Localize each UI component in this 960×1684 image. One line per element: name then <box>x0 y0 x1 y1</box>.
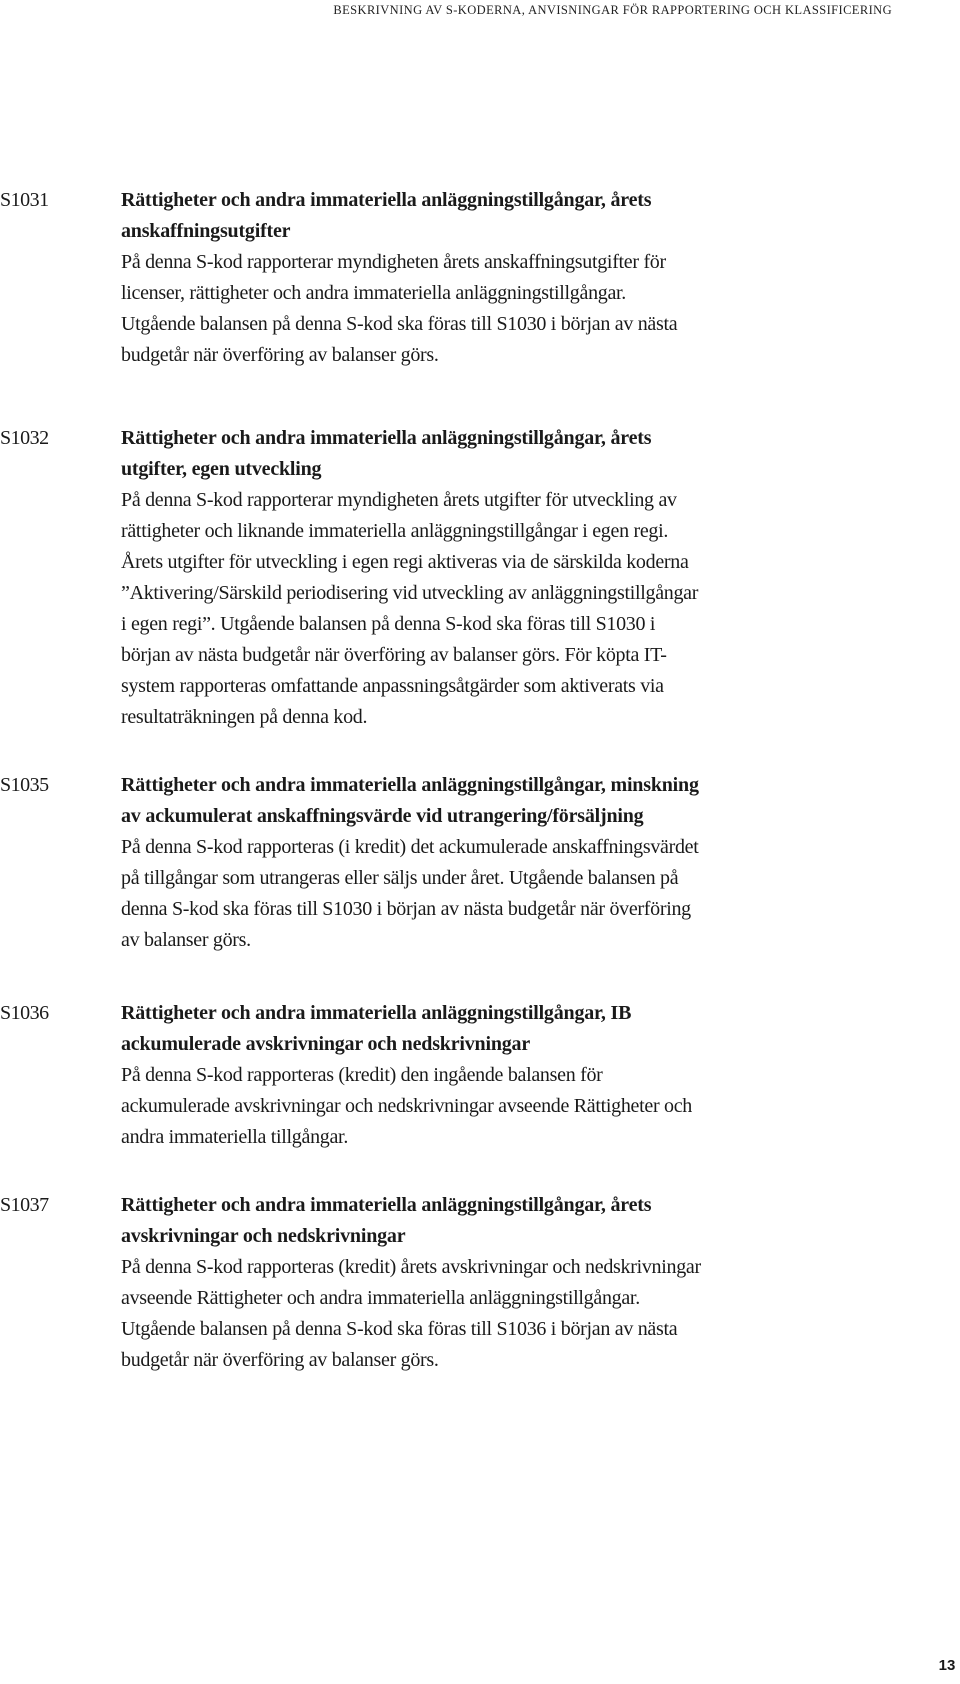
entry-description-line: andra immateriella tillgångar. <box>121 1126 349 1148</box>
entry-description-line: resultaträkningen på denna kod. <box>121 706 368 728</box>
entry-title-line: avskrivningar och nedskrivningar <box>121 1225 406 1247</box>
entry-description-line: rättigheter och liknande immateriella anläggningstillgångar i egen regi. <box>121 520 669 542</box>
entry-description-line: avseende Rättigheter och andra immateriella anläggningstillgångar. <box>121 1287 640 1309</box>
entry-body <box>121 998 821 1153</box>
entry-description <box>121 247 821 371</box>
entry-title-line: utgifter, egen utveckling <box>121 458 322 480</box>
entry-description-line: ”Aktivering/Särskild periodisering vid utveckling av anläggningstillgångar <box>121 582 699 604</box>
entry-title-line: ackumulerade avskrivningar och nedskrivningar <box>121 1033 531 1055</box>
entry-description-line: denna S-kod ska föras till S1030 i början av nästa budgetår när överföring <box>121 898 691 920</box>
entry-description-line: budgetår när överföring av balanser görs. <box>121 344 439 366</box>
entry-description-line: På denna S-kod rapporteras (kredit) årets avskrivningar och nedskrivningar <box>121 1256 701 1278</box>
entry-title-line: Rättigheter och andra immateriella anläggningstillgångar, årets <box>121 189 652 211</box>
entry-description-line: början av nästa budgetår när överföring av balanser görs. För köpta IT- <box>121 644 667 666</box>
s-code: S1035 <box>0 774 49 796</box>
entry-body <box>121 770 821 956</box>
entry-description-line: ackumulerade avskrivningar och nedskrivningar avseende Rättigheter och <box>121 1095 693 1117</box>
entry-title-line: Rättigheter och andra immateriella anläggningstillgångar, IB <box>121 1002 632 1024</box>
s-code: S1037 <box>0 1194 49 1216</box>
entry-description-line: På denna S-kod rapporterar myndigheten årets utgifter för utveckling av <box>121 489 677 511</box>
entry-body <box>121 423 821 733</box>
entry-title <box>121 770 821 832</box>
entry-description-line: av balanser görs. <box>121 929 251 951</box>
entry-description <box>121 1252 821 1376</box>
entry-title <box>121 185 821 247</box>
entry-title-line: Rättigheter och andra immateriella anläggningstillgångar, årets <box>121 1194 652 1216</box>
entry-description-line: Utgående balansen på denna S-kod ska föras till S1030 i början av nästa <box>121 313 678 335</box>
entry-body <box>121 1190 821 1376</box>
s-code: S1036 <box>0 1002 49 1024</box>
entry-title-line: Rättigheter och andra immateriella anläggningstillgångar, årets <box>121 427 652 449</box>
entry-title-line: anskaffningsutgifter <box>121 220 291 242</box>
entry-description-line: budgetår när överföring av balanser görs. <box>121 1349 439 1371</box>
entry-title-line: Rättigheter och andra immateriella anläggningstillgångar, minskning <box>121 774 699 796</box>
entry-description-line: Utgående balansen på denna S-kod ska föras till S1036 i början av nästa <box>121 1318 678 1340</box>
entry-description <box>121 1060 821 1153</box>
page-number: 13 <box>938 1657 956 1674</box>
entry-description-line: system rapporteras omfattande anpassningsåtgärder som aktiverats via <box>121 675 664 697</box>
entry-description-line: i egen regi”. Utgående balansen på denna S-kod ska föras till S1030 i <box>121 613 656 635</box>
entry-description-line: Årets utgifter för utveckling i egen regi aktiveras via de särskilda koderna <box>121 551 689 573</box>
entry-title <box>121 423 821 485</box>
entry-description-line: På denna S-kod rapporteras (kredit) den ingående balansen för <box>121 1064 603 1086</box>
entry-description <box>121 485 821 733</box>
entry-body <box>121 185 821 371</box>
entry-description-line: på tillgångar som utrangeras eller säljs under året. Utgående balansen på <box>121 867 679 889</box>
entry-title <box>121 1190 821 1252</box>
entry-description-line: På denna S-kod rapporterar myndigheten årets anskaffningsutgifter för <box>121 251 666 273</box>
s-code: S1032 <box>0 427 49 449</box>
entry-title <box>121 998 821 1060</box>
running-header: BESKRIVNING AV S-KODERNA, ANVISNINGAR FÖR RAPPORTERING OCH KLASSIFICERING <box>333 3 892 17</box>
s-code: S1031 <box>0 189 49 211</box>
entry-title-line: av ackumulerat anskaffningsvärde vid utrangering/försäljning <box>121 805 644 827</box>
entry-description-line: På denna S-kod rapporteras (i kredit) det ackumulerade anskaffningsvärdet <box>121 836 699 858</box>
entry-description-line: licenser, rättigheter och andra immateriella anläggningstillgångar. <box>121 282 627 304</box>
entry-description <box>121 832 821 956</box>
